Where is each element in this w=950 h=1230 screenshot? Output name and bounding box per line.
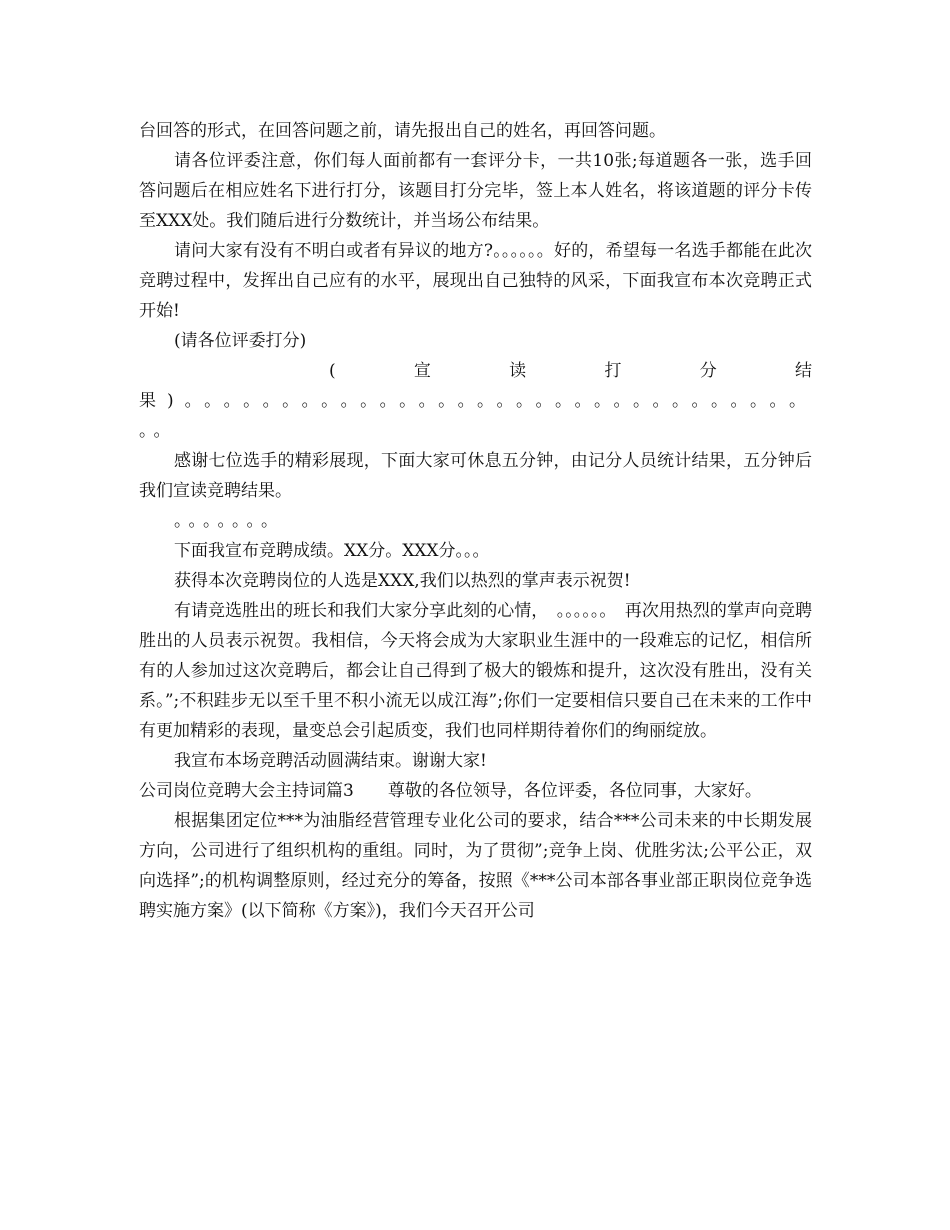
- paragraph-6: 。。。。。。。: [174, 511, 284, 531]
- paragraph-9: 有请竞选胜出的班长和我们大家分享此刻的心情， 。。。。。。 再次用热烈的掌声向竞聘胜出的人员表示祝贺。我相信，今天将会成为大家职业生涯中的一段难忘的记忆，相信所有的人参加过这次竞聘后，都会让自己得到了极大的锻炼和提升，这次没有胜出，没有关系。”;不积跬步无以至千里不积小流无以成江海”;你们一定要相信只要自己在未来的工作中有更加精彩的表现，量变总会引起质变，我们也同样期待着你们的绚丽绽放。: [139, 601, 812, 741]
- result-line: 果)。。。。。。。。。。。。。。。。。。。。。。。。。。。。。。。。: [139, 391, 812, 411]
- document-body: [139, 116, 812, 926]
- paragraph-8: 获得本次竞聘岗位的人选是XXX,我们以热烈的掌声表示祝贺!: [174, 571, 631, 591]
- paragraph-2: 请各位评委注意，你们每人面前都有一套评分卡，一共10张;每道题各一张，选手回答问题后在相应姓名下进行打分，该题目打分完毕，签上本人姓名，将该道题的评分卡传至XXX处。我们随后进行分数统计，并当场公布结果。: [139, 151, 812, 231]
- spread-char: 宣: [413, 361, 431, 381]
- paragraph-12: 根据集团定位***为油脂经营管理专业化公司的要求，结合***公司未来的中长期发展方向，公司进行了组织机构的重组。同时，为了贯彻”;竞争上岗、优胜劣汰;公平公正，双向选择”;的机构调整原则，经过充分的筹备，按照《***公司本部各事业部正职岗位竞争选聘实施方案》(以下简称《方案》)，我们今天召开公司: [139, 811, 812, 921]
- spread-char: 读: [509, 361, 527, 381]
- spread-char: 结: [794, 361, 812, 381]
- spread-char: 分: [699, 361, 717, 381]
- paragraph-1: 台回答的形式，在回答问题之前，请先报出自己的姓名，再回答问题。: [139, 121, 666, 141]
- paragraph-10: 我宣布本场竞聘活动圆满结束。谢谢大家!: [174, 751, 487, 771]
- spread-line: [139, 356, 812, 386]
- paragraph-7: 下面我宣布竞聘成绩。XX分。XXX分。。。: [174, 541, 490, 561]
- spread-char: (: [329, 361, 336, 381]
- paragraph-11-heading: 公司岗位竞聘大会主持词篇3 尊敬的各位领导，各位评委，各位同事，大家好。: [139, 781, 762, 801]
- result-tail: 。。: [139, 421, 177, 441]
- spread-char: 打: [604, 361, 622, 381]
- paragraph-3: 请问大家有没有不明白或者有异议的地方?。。。。。。好的，希望每一名选手都能在此次竞聘过程中，发挥出自己应有的水平，展现出自己独特的风采，下面我宣布本次竞聘正式开始!: [139, 241, 812, 321]
- paragraph-5: 感谢七位选手的精彩展现，下面大家可休息五分钟，由记分人员统计结果，五分钟后我们宣读竞聘结果。: [139, 451, 812, 501]
- paragraph-4: (请各位评委打分): [174, 331, 307, 351]
